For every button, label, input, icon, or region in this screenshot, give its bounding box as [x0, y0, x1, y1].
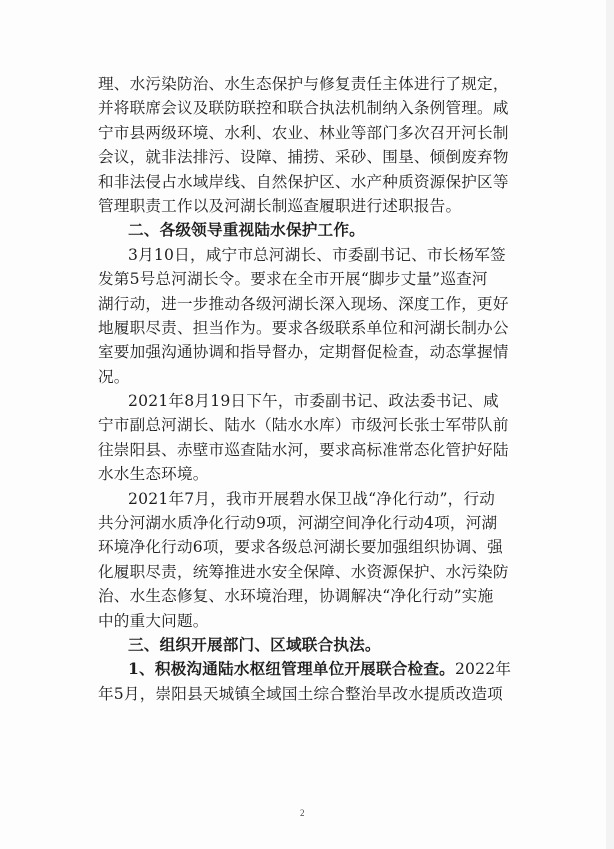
body-text-line: 治、水生态修复、水环境治理，协调解决“净化行动”实施 [98, 587, 494, 606]
body-text-line: 发第5号总河湖长令。要求在全市开展“脚步丈量”巡查河 [98, 270, 488, 289]
body-text-line: 地履职尽责、担当作为。要求各级联系单位和河湖长制办公 [98, 318, 509, 337]
body-text-line: 宁市副总河湖长、陆水（陆水水库）市级河长张士军带队前 [98, 416, 509, 435]
body-text-line: 往崇阳县、赤壁市巡查陆水河，要求高标准常态化管护好陆 [98, 440, 509, 459]
body-text-line: 况。 [98, 367, 130, 386]
body-text-line: 并将联席会议及联防联控和联合执法机制纳入条例管理。咸 [98, 99, 509, 118]
body-text-line: 3月10日，咸宁市总河湖长、市委副书记、市长杨军签 [128, 245, 506, 264]
body-text: 2022年 [454, 660, 512, 679]
subheading-text: 1、积极沟通陆水枢纽管理单位开展联合检查。 [128, 659, 455, 679]
body-text-line: 2021年7月，我市开展碧水保卫战“净化行动”，行动 [128, 489, 496, 508]
body-text-line: 水水生态环境。 [98, 465, 209, 484]
body-text-line: 湖行动，进一步推动各级河湖长深入现场、深度工作，更好 [98, 294, 509, 313]
body-text-line: 管理职责工作以及河湖长制巡查履职进行述职报告。 [98, 196, 462, 215]
body-text-line: 化履职尽责，统筹推进水安全保障、水资源保护、水污染防 [98, 562, 509, 581]
section-heading: 三、组织开展部门、区域联合执法。 [128, 634, 381, 654]
body-text-line [98, 657, 530, 681]
body-text-line: 室要加强沟通协调和指导督办，定期督促检查，动态掌握情 [98, 343, 509, 362]
body-text-line: 和非法侵占水域岸线、自然保护区、水产种质资源保护区等 [98, 172, 509, 191]
body-text-line: 理、水污染防治、水生态保护与修复责任主体进行了规定， [98, 75, 509, 93]
page-number: 2 [300, 808, 305, 818]
body-text-line: 年5月，崇阳县天城镇全域国土综合整治旱改水提质改造项 [98, 684, 503, 703]
document-body [98, 72, 530, 706]
body-text-line: 共分河湖水质净化行动9项，河湖空间净化行动4项，河湖 [98, 514, 498, 533]
body-text-line: 宁市县两级环境、水利、农业、林业等部门多次召开河长制 [98, 123, 509, 142]
body-text-line: 环境净化行动6项，要求各级总河湖长要加强组织协调、强 [98, 538, 503, 557]
section-heading: 二、各级领导重视陆水保护工作。 [128, 220, 365, 240]
body-text-line: 会议，就非法排污、设障、捕捞、采砂、围垦、倾倒废弃物 [98, 148, 509, 167]
body-text-line: 2021年8月19日下午，市委副书记、政法委书记、咸 [128, 392, 499, 411]
body-text-line: 中的重大问题。 [98, 611, 209, 630]
